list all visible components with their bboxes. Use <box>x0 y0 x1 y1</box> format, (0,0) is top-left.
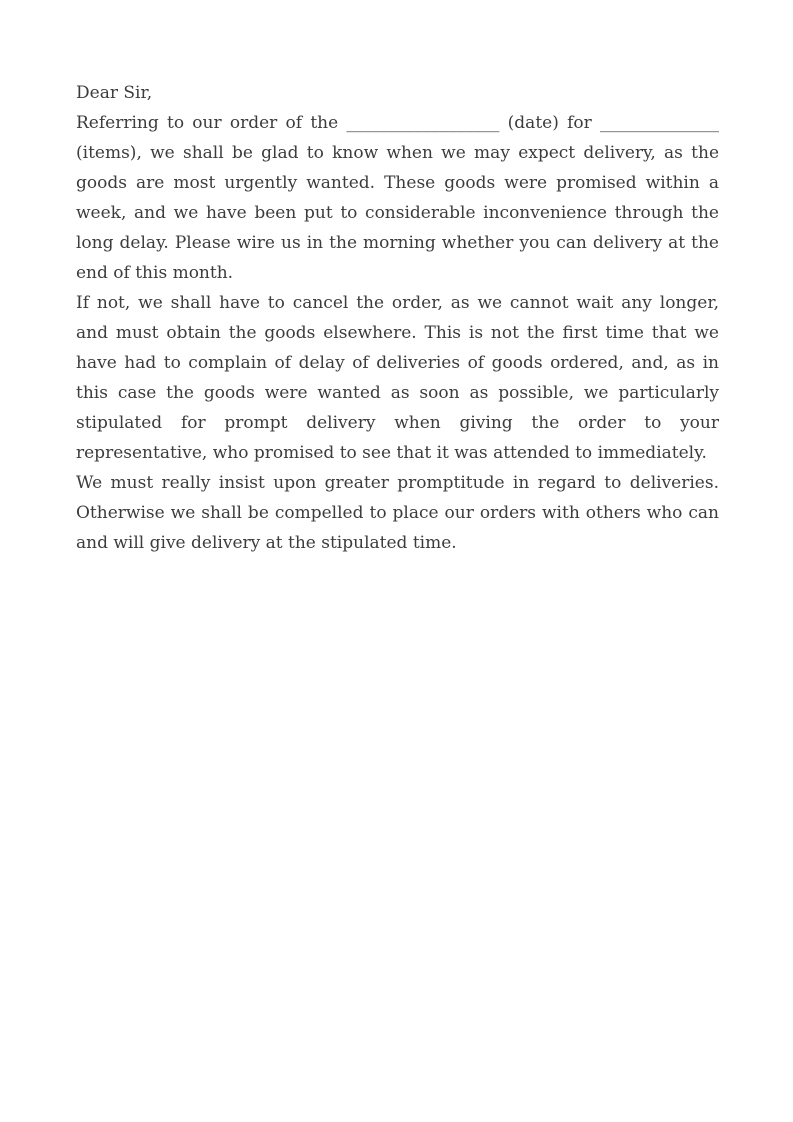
paragraph-order-reference: Referring to our order of the __________________ (date) for ______________ (items), we shall be glad to know when we may expect delivery, as the goods are most urgently wanted. These goods were promised within a week, and we have been put to considerable inconvenience through the long delay. Please wire us in the morning whether you can delivery at the end of this month. <box>76 113 719 283</box>
salutation: Dear Sir, <box>76 83 153 103</box>
letter-body <box>76 78 719 558</box>
paragraph-promptitude-demand: We must really insist upon greater promptitude in regard to deliveries. Otherwise we shall be compelled to place our orders with others who can and will give delivery at the stipulated time. <box>76 473 719 553</box>
paragraph-cancellation-warning: If not, we shall have to cancel the order, as we cannot wait any longer, and must obtain the goods elsewhere. This is not the first time that we have had to complain of delay of deliveries of goods ordered, and, as in this case the goods were wanted as soon as possible, we particularly stipulated for prompt delivery when giving the order to your representative, who promised to see that it was attended to immediately. <box>76 293 719 463</box>
